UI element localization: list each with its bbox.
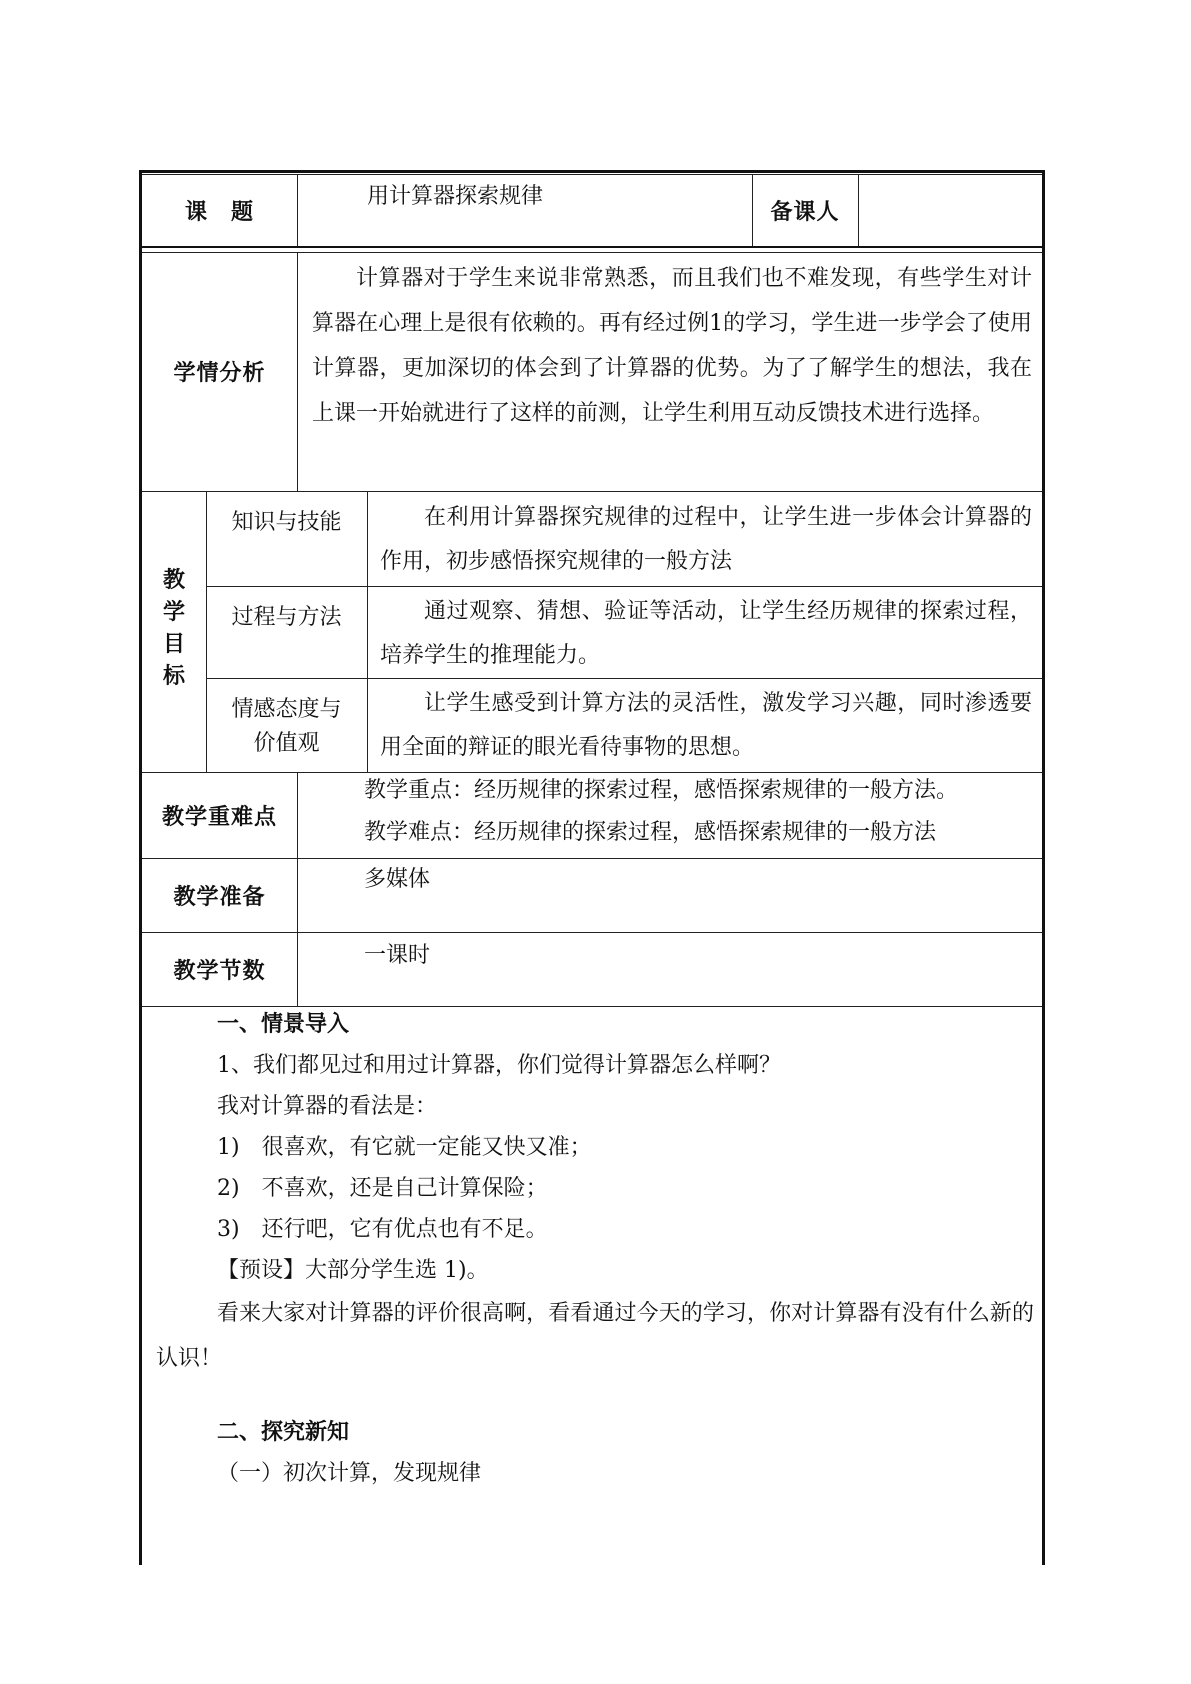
objective-process-label: 过程与方法 bbox=[231, 605, 342, 630]
col-divider-header-3 bbox=[858, 174, 859, 246]
subsection-1-title: （一）初次计算，发现规律 bbox=[217, 1461, 482, 1486]
teaching-process-part2 bbox=[217, 1412, 1035, 1494]
col-divider-objectives-2 bbox=[367, 491, 368, 772]
objective-emotion-label bbox=[206, 682, 367, 772]
preparation-value: 多媒体 bbox=[364, 867, 431, 892]
col-divider-header-1 bbox=[297, 174, 298, 246]
row-divider-header bbox=[142, 246, 1042, 248]
topic-value: 用计算器探索规律 bbox=[367, 184, 544, 209]
keypoints-line2: 教学难点：经历规律的探索过程，感悟探索规律的一般方法 bbox=[364, 820, 937, 845]
col-divider-lower bbox=[297, 772, 298, 1006]
keypoints-line1: 教学重点：经历规律的探索过程，感悟探索规律的一般方法。 bbox=[364, 778, 959, 803]
analysis-label: 学情分析 bbox=[173, 360, 266, 386]
objective-emotion-text: 让学生感受到计算方法的灵活性，激发学习兴趣，同时渗透要用全面的辩证的眼光看待事物的思想。 bbox=[380, 691, 1032, 760]
objective-knowledge-text: 在利用计算器探究规律的过程中，让学生进一步体会计算器的作用，初步感悟探究规律的一般方法 bbox=[380, 505, 1032, 574]
lesson-plan-table bbox=[139, 170, 1045, 1565]
objectives-label: 教学目标 bbox=[162, 567, 185, 689]
table-top-border bbox=[142, 170, 1042, 173]
topic-label: 课 题 bbox=[184, 198, 254, 225]
preset-note: 【预设】大部分学生选 1)。 bbox=[217, 1258, 489, 1283]
objective-process-text: 通过观察、猜想、验证等活动，让学生经历规律的探索过程，培养学生的推理能力。 bbox=[380, 599, 1032, 668]
col-divider-analysis bbox=[297, 252, 298, 491]
option-1: 1) 很喜欢，有它就一定能又快又准； bbox=[217, 1135, 592, 1160]
preparation-label: 教学准备 bbox=[173, 883, 266, 910]
option-2: 2) 不喜欢，还是自己计算保险； bbox=[217, 1176, 548, 1201]
teaching-process bbox=[217, 1004, 1035, 1291]
section-2-title: 二、探究新知 bbox=[217, 1419, 350, 1445]
my-view-intro: 我对计算器的看法是： bbox=[217, 1094, 438, 1119]
section-1-title: 一、情景导入 bbox=[217, 1011, 350, 1037]
objective-knowledge-label: 知识与技能 bbox=[231, 510, 342, 535]
closing-paragraph: 看来大家对计算器的评价很高啊，看看通过今天的学习，你对计算器有没有什么新的认识！ bbox=[156, 1301, 1034, 1371]
objective-emotion-label-line1: 情感态度与 bbox=[231, 697, 342, 722]
option-3: 3) 还行吧，它有优点也有不足。 bbox=[217, 1217, 548, 1242]
analysis-text: 计算器对于学生来说非常熟悉，而且我们也不难发现，有些学生对计算器在心理上是很有依赖的。再有经过例1的学习，学生进一步学会了使用计算器，更加深切的体会到了计算器的优势。为了了解学生的想法，我在上课一开始就进行了这样的前测，让学生利用互动反馈技术进行选择。 bbox=[312, 266, 1032, 426]
row-divider-objective-2 bbox=[206, 678, 1042, 679]
question-1: 1、我们都见过和用过计算器，你们觉得计算器怎么样啊？ bbox=[217, 1053, 781, 1078]
objective-emotion-label-line2: 价值观 bbox=[253, 731, 320, 756]
periods-value: 一课时 bbox=[364, 943, 431, 968]
periods-label: 教学节数 bbox=[173, 957, 266, 984]
keypoints-label: 教学重难点 bbox=[161, 803, 277, 830]
preparer-label: 备课人 bbox=[770, 198, 840, 225]
